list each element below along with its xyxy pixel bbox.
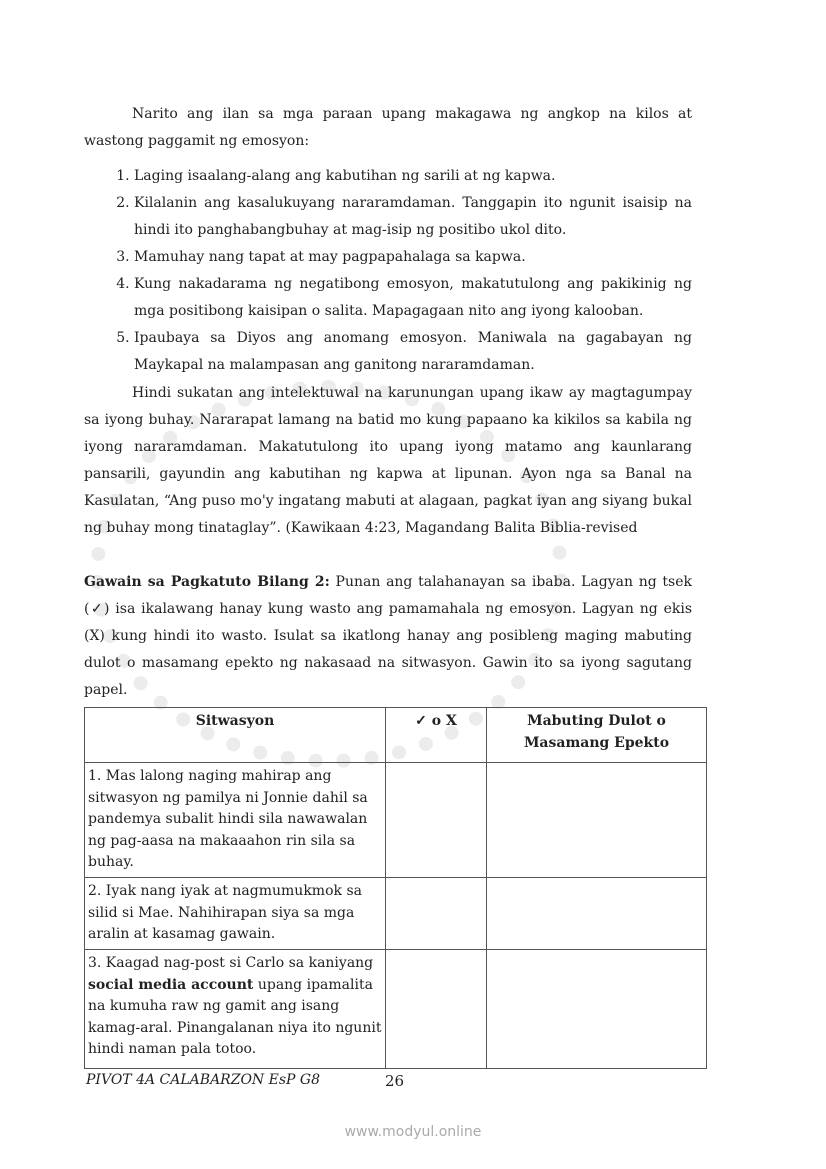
list-item: 5. Ipaubaya sa Diyos ang anomang emosyon. Maniwala na gagabayan ng Maykapal na malampasan ang ganitong nararamdaman. bbox=[134, 325, 692, 379]
body-paragraph: Hindi sukatan ang intelektuwal na karunungan upang ikaw ay magtagumpay sa iyong buhay. Nararapat lamang na batid mo kung papaano ka kikilos sa kabila ng iyong nararamdaman. Makatutulong ito upang iyong matamo ang kaunlarang pansarili, gayundin ang kabutihan ng kapwa at lipunan. Ayon nga sa Banal na Kasulatan, “Ang puso mo'y ingatang mabuti at alagaan, pagkat iyan ang siyang bukal ng buhay mong tinataglay”. (Kawikaan 4:23, Magandang Balita Biblia-revised bbox=[84, 385, 692, 536]
header-check-or-x: ✓ o X bbox=[386, 708, 487, 763]
header-sitwasyon: Sitwasyon bbox=[85, 708, 386, 763]
activity-table bbox=[84, 707, 707, 1069]
situation-bold-text: social media account bbox=[88, 976, 254, 993]
situation-cell bbox=[85, 763, 386, 878]
table-header-row bbox=[85, 708, 707, 763]
answer-cell[interactable] bbox=[386, 878, 487, 950]
list-item: 3. Mamuhay nang tapat at may pagpapahalaga sa kapwa. bbox=[134, 244, 692, 271]
site-watermark: www.modyul.online bbox=[344, 1124, 482, 1140]
list-item: 4. Kung nakadarama ng negatibong emosyon, makatutulong ang pakikinig ng mga positibong kaisipan o salita. Mapagagaan nito ang iyong kalooban. bbox=[134, 271, 692, 325]
list-item: 1. Laging isaalang-alang ang kabutihan ng sarili at ng kapwa. bbox=[134, 163, 692, 190]
effect-cell[interactable] bbox=[487, 763, 707, 878]
effect-cell[interactable] bbox=[487, 878, 707, 950]
situation-text: upang ipamalita na kumuha raw ng gamit ang isang kamag-aral. Pinangalanan niya ito ngunit hindi naman pala totoo. bbox=[88, 976, 382, 1057]
table-row bbox=[85, 763, 707, 878]
answer-cell[interactable] bbox=[386, 763, 487, 878]
effect-cell[interactable] bbox=[487, 950, 707, 1069]
table-row bbox=[85, 878, 707, 950]
activity-title: Gawain sa Pagkatuto Bilang 2: bbox=[84, 574, 330, 590]
situation-text: 2. Iyak nang iyak at nagmumukmok sa silid si Mae. Nahihirapan siya sa mga aralin at kasamag gawain. bbox=[88, 883, 362, 942]
situation-text: 1. Mas lalong naging mahirap ang sitwasyon ng pamilya ni Jonnie dahil sa pandemya subalit hindi sila nawawalan ng pag-aasa na makaaahon rin sila sa buhay. bbox=[88, 768, 368, 870]
table-row bbox=[85, 950, 707, 1069]
answer-cell[interactable] bbox=[386, 950, 487, 1069]
situation-cell bbox=[85, 950, 386, 1069]
header-effect: Mabuting Dulot o Masamang Epekto bbox=[487, 708, 707, 763]
activity-paragraph bbox=[84, 569, 692, 704]
activity-instructions: Punan ang talahanayan sa ibaba. Lagyan ng tsek (✓) isa ikalawang hanay kung wasto ang pamamahala ng emosyon. Lagyan ng ekis (X) kung hindi ito wasto. Isulat sa ikatlong hanay ang posibleng maging mabuting dulot o masamang epekto ng nakasaad na sitwasyon. Gawin ito sa iyong sagutang papel. bbox=[84, 574, 692, 698]
page-number: 26 bbox=[385, 1072, 405, 1090]
footer-title: PIVOT 4A CALABARZON EsP G8 bbox=[86, 1072, 320, 1088]
situation-cell bbox=[85, 878, 386, 950]
intro-paragraph: Narito ang ilan sa mga paraan upang makagawa ng angkop na kilos at wastong paggamit ng emosyon: bbox=[84, 106, 692, 149]
list-item: 2. Kilalanin ang kasalukuyang nararamdaman. Tanggapin ito ngunit isaisip na hindi ito panghabangbuhay at mag-isip ng positibo ukol dito. bbox=[134, 190, 692, 244]
situation-text: 3. Kaagad nag-post si Carlo sa kaniyang bbox=[88, 955, 374, 971]
tips-list bbox=[84, 163, 692, 379]
